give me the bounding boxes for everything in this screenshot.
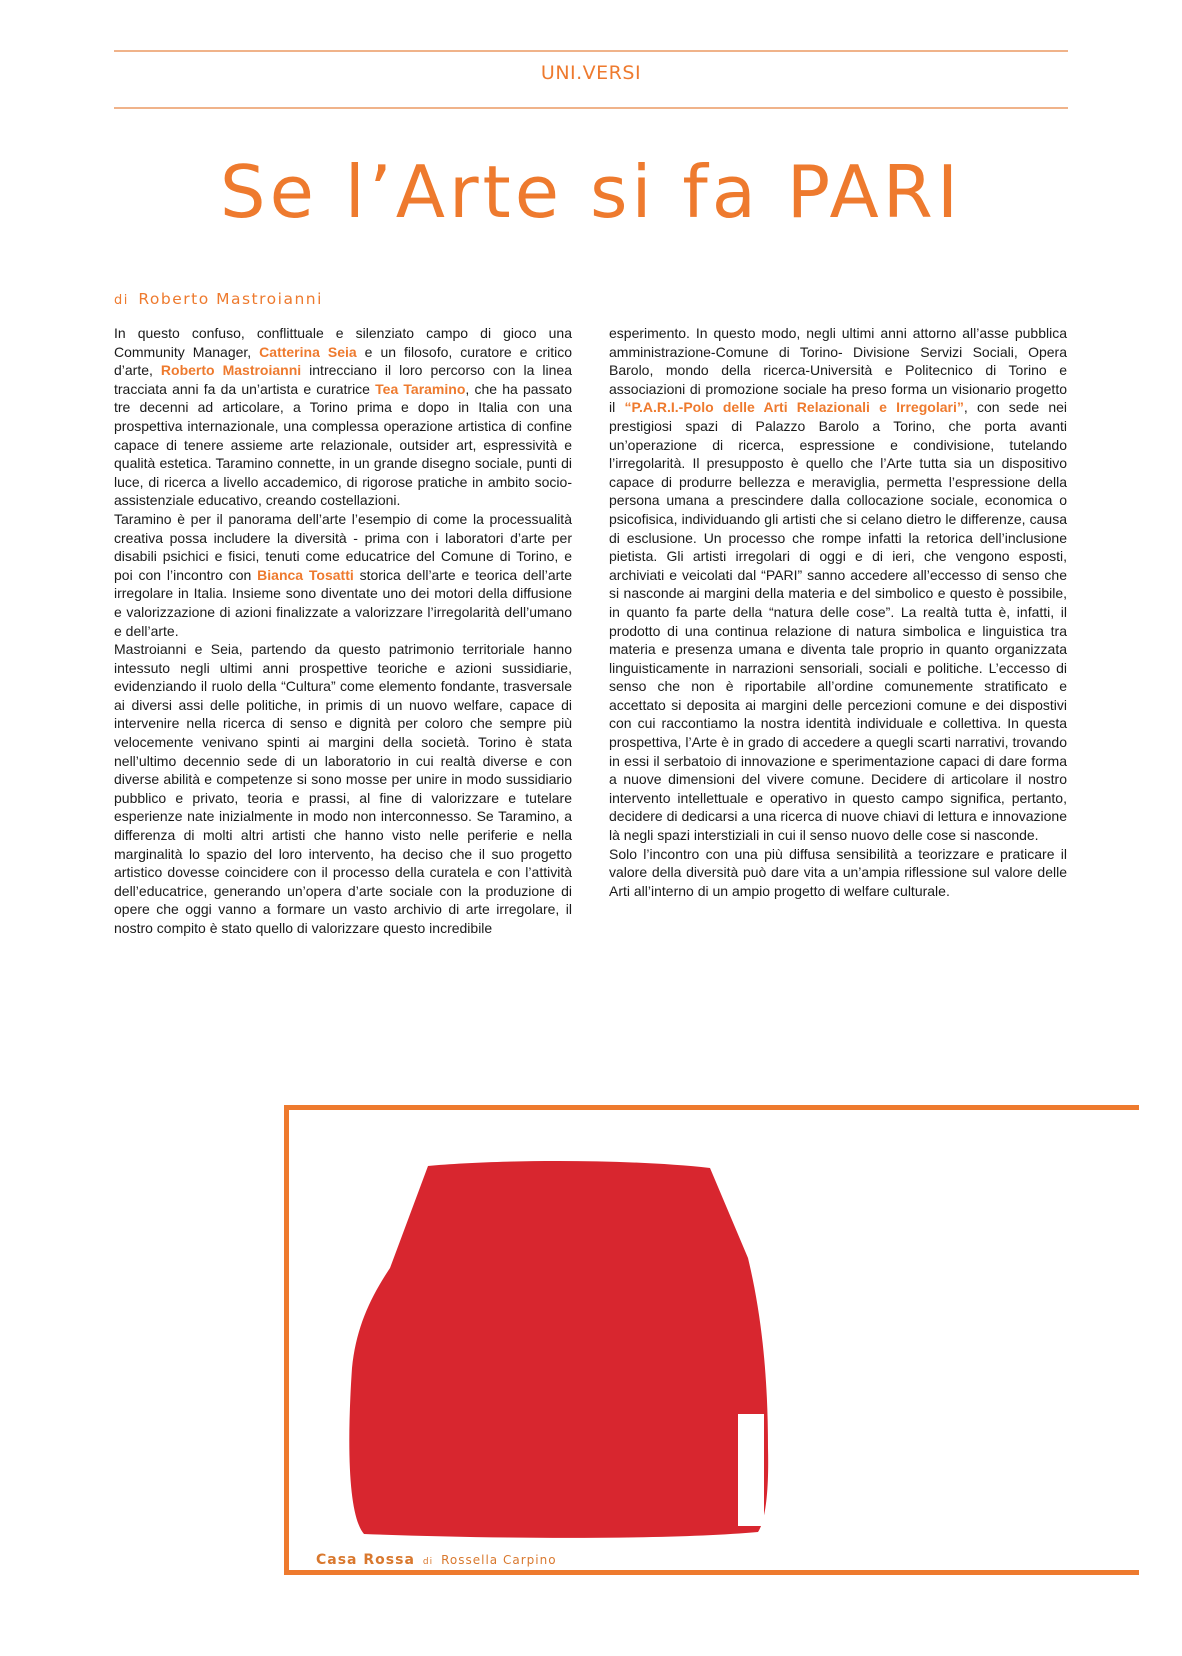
byline-author: Roberto Mastroianni xyxy=(138,290,323,308)
caption-title: Casa Rossa xyxy=(316,1552,415,1568)
artwork-casa-rossa xyxy=(340,1158,860,1538)
text-run: esperimento. In questo modo, negli ultimi anni attorno all’asse pubblica amministrazione-Comune di Torino- Divisione Servizi Sociali, Opera Barolo, mondo della ricerca-Università e Politecnico di Torino e associazioni di promozione sociale ha preso forma un visionario progetto il xyxy=(609,325,1067,416)
highlighted-name: “P.A.R.I.-Polo delle Arti Relazionali e Irregolari” xyxy=(624,399,964,416)
text-run: e un filosofo, curatore e critico d’arte, xyxy=(114,343,572,379)
highlighted-name: Roberto Mastroianni xyxy=(160,362,302,379)
header-bottom-rule xyxy=(114,107,1068,109)
text-run: Mastroianni e Seia, partendo da questo patrimonio territoriale hanno intessuto negli ultimi anni prospettive teoriche e azioni sussidiarie, evidenziando il ruolo della “Cultura” come elemento fondante, trasversale ai diversi assi delle politiche, in primis di un nuovo welfare, capace di intervenire nella ricerca di senso e dignità per coloro che sempre più velocemente venivano spinti ai margini della società. Torino è stata nell’ultimo decennio sede di un laboratorio in cui realtà diverse e con diverse abilità e competenze si sono mosse per unire in modo sussidiario pubblico e privato, teoria e prassi, al fine di valorizzare e tutelare esperienze nate inizialmente in modo non interconnesso. Se Taramino, a differenza di molti altri artisti che hanno visto nelle periferie e nella marginalità lo spazio del loro intervento, ha deciso che il suo progetto artistico dovesse coincidere con il processo della curatela e con l’attività dell’educatrice, generando un’opera d’arte sociale con la produzione di opere che oggi vanno a formare un vasto archivio di arte irregolare, il nostro compito è stato quello di valorizzare questo incredibile xyxy=(114,641,572,936)
text-run: , che ha passato tre decenni ad articolare, a Torino prima e dopo in Italia con una prospettiva internazionale, una complessa operazione artistica di confine capace di tenere assieme arte relazionale, outsider art, espressività e qualità estetica. Taramino connette, in un grande disegno sociale, punti di luce, di ricerca a livello accademico, di rigorose pratiche in ambito socio-assistenziale educativo, creando costellazioni. xyxy=(114,380,572,509)
text-run: intrecciano il loro percorso con la linea tracciata anni fa da un’artista e curatrice xyxy=(114,362,572,397)
section-label: UNI.VERSI xyxy=(540,62,642,84)
text-run: Taramino è per il panorama dell’arte l’esempio di come la processualità creativa possa includere la diversità - prima con i laboratori d’arte per disabili psichici e fisici, tenuti come educatrice del Comune di Torino, e poi con l’incontro con xyxy=(114,510,572,583)
article-column-right xyxy=(609,324,1067,900)
top-rule xyxy=(114,50,1068,52)
article-column-left xyxy=(114,324,572,938)
text-run: In questo confuso, conflittuale e silenziato campo di gioco una Community Manager, xyxy=(114,325,572,360)
column-text xyxy=(114,324,572,938)
article-title: Se l’Arte si fa PARI xyxy=(219,150,963,234)
column-text xyxy=(609,324,1067,900)
red-house-shape xyxy=(349,1161,768,1538)
text-run: , con sede nei prestigiosi spazi di Palazzo Barolo a Torino, che porta avanti un’operazione di ricerca, espressione e condivisione, tutelando l’irregolarità. Il presupposto è quello che l’Arte tutta sia un dispositivo capace di produrre bellezza e meraviglia, permetta l’espressione della persona umana a prescindere dalla collocazione sociale, economica o psicofisica, individuando gli artisti che si celano dietro le differenze, causa di esclusione. Un processo che rompe infatti la retorica dell’inclusione pietista. Gli artisti irregolari di oggi e di ieri, che vengono esposti, archiviati e veicolati dal “PARI” sanno accedere all’eccesso di senso che si nasconde ai margini della materia e del simbolico e questo è possibile, in quanto fa parte della “natura delle cose”. La realtà tutta è, infatti, il prodotto di una continua relazione di natura simbolica e linguistica tra materia e presenza umana e diventa tale proprio in quanto organizzata linguisticamente in narrazioni sensoriali, sociali e politiche. L’eccesso di senso che non è riportabile all’ordine comunemente stratificato e accettato si deposita ai margini delle percezioni comune e dei dispostivi con cui raccontiamo la nostra identità individuale e collettiva. In questa prospettiva, l’Arte è in grado di accedere a quegli scarti narrativi, trovando in essi il serbatoio di innovazione e sperimentazione capaci di dare forma a nuove dimensioni del vivere comune. Decidere di articolare il nostro intervento intellettuale e operativo in questo campo significa, pertanto, decidere di dedicarsi a una ricerca di nuove chiavi di lettura e innovazione là negli spazi interstiziali in cui il senso nuovo delle cose si nasconde. xyxy=(609,399,1067,844)
highlighted-name: Bianca Tosatti xyxy=(257,566,354,583)
caption-di: di xyxy=(422,1557,434,1567)
text-run: storica dell’arte e teorica dell’arte irregolare in Italia. Insieme sono diventate uno dei motori della diffusione e valorizzazione di azioni finalizzate a valorizzare l’irregolarità dell’umano e dell’arte. xyxy=(114,566,572,639)
figure-caption xyxy=(316,1552,557,1568)
byline xyxy=(114,290,323,308)
highlighted-name: Catterina Seia xyxy=(259,343,357,360)
caption-author: Rossella Carpino xyxy=(441,1553,557,1567)
byline-prefix: di xyxy=(114,293,129,308)
text-run: Solo l’incontro con una più diffusa sensibilità a teorizzare e praticare il valore della diversità può dare vita a un’ampia riflessione sul valore delle Arti all’interno di un ampio progetto di welfare culturale. xyxy=(609,845,1067,899)
highlighted-name: Tea Taramino xyxy=(375,380,466,397)
white-window-stripe xyxy=(738,1414,764,1526)
